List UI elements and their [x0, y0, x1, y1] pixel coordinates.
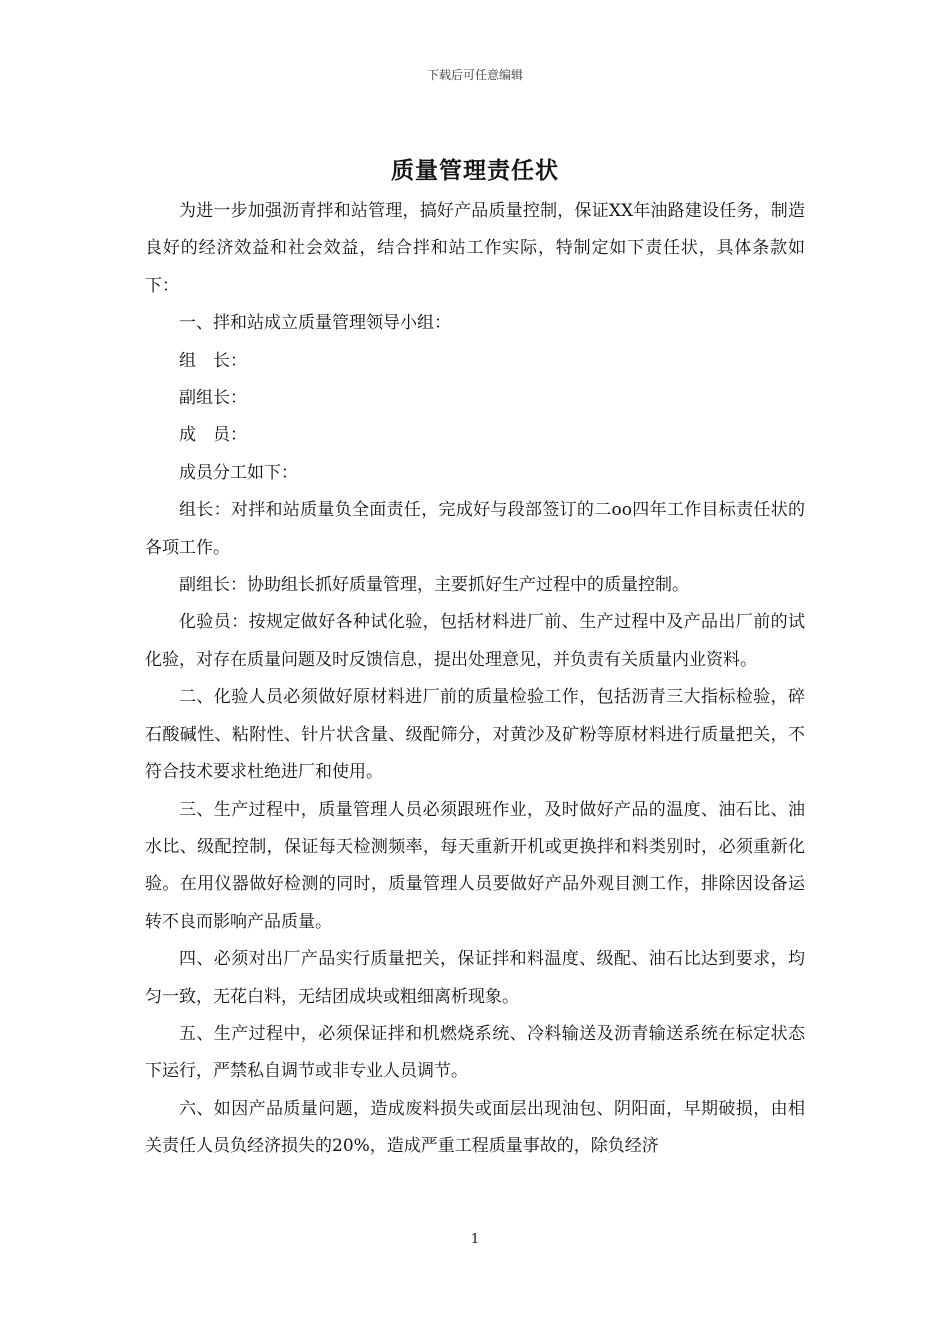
document-body: [145, 193, 805, 1166]
paragraph-lab-duty: 化验员：按规定做好各种试化验，包括材料进厂前、生产过程中及产品出厂前的试化验，对存在质量问题及时反馈信息，提出处理意见，并负责有关质量内业资料。: [145, 612, 805, 670]
paragraph-deputy-duty: 副组长：协助组长抓好质量管理，主要抓好生产过程中的质量控制。: [179, 575, 689, 596]
paragraph-leader: 组 长：: [179, 350, 247, 371]
page-number: 1: [470, 1232, 480, 1247]
paragraph-members: 成 员：: [179, 425, 247, 446]
paragraph-division: 成员分工如下：: [179, 462, 298, 483]
paragraph-section-6: 六、如因产品质量问题，造成废料损失或面层出现油包、阴阳面，早期破损，由相关责任人员负经济损失的20%，造成严重工程质量事故的，除负经济: [145, 1098, 805, 1157]
paragraph-deputy-leader: 副组长：: [179, 388, 247, 409]
document-title: 质量管理责任状: [391, 157, 559, 184]
paragraph-section-2: 二、化验人员必须做好原材料进厂前的质量检验工作，包括沥青三大指标检验，碎石酸碱性、粘附性、针片状含量、级配筛分，对黄沙及矿粉等原材料进行质量把关，不符合技术要求杜绝进厂和使用。: [145, 687, 805, 783]
paragraph-section-3: 三、生产过程中，质量管理人员必须跟班作业，及时做好产品的温度、油石比、油水比、级配控制，保证每天检测频率，每天重新开机或更换拌和料类别时，必须重新化验。在用仪器做好检测的同时，质量管理人员要做好产品外观目测工作，排除因设备运转不良而影响产品质量。: [145, 799, 805, 932]
paragraph-section-4: 四、必须对出厂产品实行质量把关，保证拌和料温度、级配、油石比达到要求，均匀一致，无花白料，无结团成块或粗细离析现象。: [145, 949, 805, 1007]
paragraph-intro: 为进一步加强沥青拌和站管理，搞好产品质量控制，保证XX年油路建设任务，制造良好的经济效益和社会效益，结合拌和站工作实际，特制定如下责任状，具体条款如下：: [145, 201, 805, 296]
header-note: 下载后可任意编辑: [426, 68, 523, 82]
paragraph-section-1: 一、拌和站成立质量管理领导小组：: [179, 313, 451, 334]
paragraph-leader-duty: 组长：对拌和站质量负全面责任，完成好与段部签订的二oo四年工作目标责任状的各项工作。: [145, 500, 805, 558]
paragraph-section-5: 五、生产过程中，必须保证拌和机燃烧系统、冷料输送及沥青输送系统在标定状态下运行，严禁私自调节或非专业人员调节。: [145, 1023, 805, 1082]
